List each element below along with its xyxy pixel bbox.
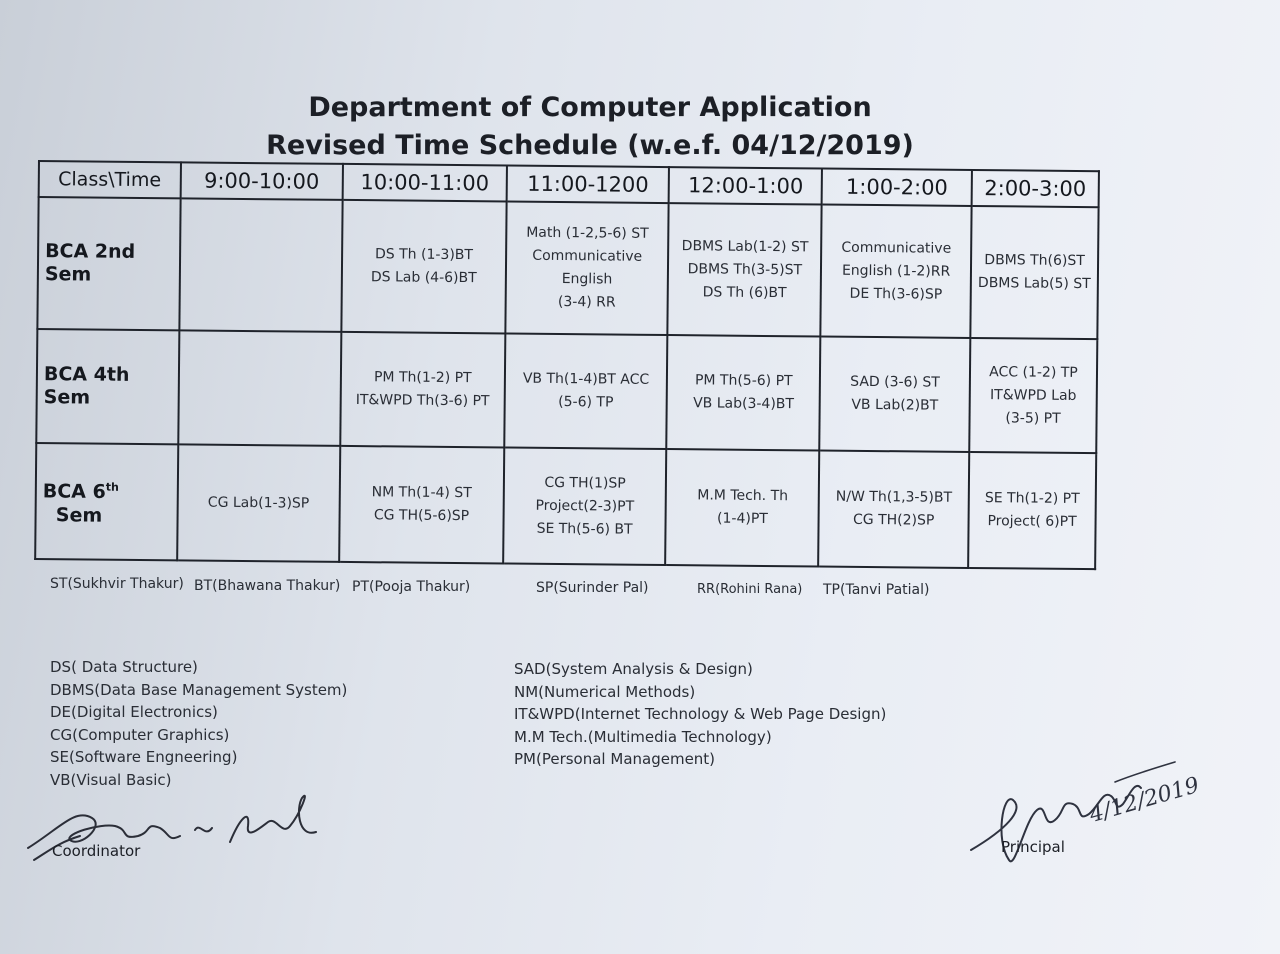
class-label: BCA 2nd Sem xyxy=(37,197,180,330)
teacher-entry: SP(Surinder Pal) xyxy=(536,580,649,596)
abbreviation-item: DBMS(Data Base Management System) xyxy=(50,680,348,699)
schedule-cell xyxy=(970,206,1098,339)
class-row-bca-4th-sem xyxy=(36,329,1097,453)
cell-line: CG TH(2)SP xyxy=(852,511,935,529)
document-header xyxy=(240,88,940,164)
cell-line: IT&WPD Lab xyxy=(990,386,1077,404)
cell-line: SE Th(5-6) BT xyxy=(536,520,633,538)
class-label-suffix: Sem xyxy=(42,503,103,527)
teacher-entry: TP(Tanvi Patial) xyxy=(823,582,930,598)
schedule-cell xyxy=(179,198,343,332)
abbreviation-item: SAD(System Analysis & Design) xyxy=(514,660,753,678)
cell-line: English xyxy=(561,271,613,288)
abbreviation-item: SE(Software Engneering) xyxy=(50,748,238,766)
schedule-title: Revised Time Schedule (w.e.f. 04/12/2019) xyxy=(266,130,914,161)
abbreviation-list-right xyxy=(514,658,886,771)
cell-line: Math (1-2,5-6) ST xyxy=(526,224,649,242)
cell-line: Communicative xyxy=(532,247,643,265)
cell-line: CG TH(5-6)SP xyxy=(373,507,470,525)
schedule-cell xyxy=(820,337,971,452)
abbreviation-item: IT&WPD(Internet Technology & Web Page Design) xyxy=(514,705,887,723)
cell-line: DBMS Th(3-5)ST xyxy=(687,260,803,278)
time-slot-header: 1:00-2:00 xyxy=(822,169,972,206)
cell-line: DBMS Th(6)ST xyxy=(984,252,1085,270)
schedule-cell xyxy=(667,335,821,450)
cell-line: Project(2-3)PT xyxy=(535,497,635,515)
cell-line: VB Lab(3-4)BT xyxy=(693,395,795,413)
cell-line: (3-4) RR xyxy=(557,293,616,311)
schedule-cell xyxy=(818,451,969,568)
schedule-cell xyxy=(177,444,340,562)
cell-line: NM Th(1-4) ST xyxy=(371,484,472,502)
teacher-entry: ST(Sukhvir Thakur) xyxy=(50,576,184,592)
abbreviation-item: M.M Tech.(Multimedia Technology) xyxy=(514,727,772,746)
cell-line: CG TH(1)SP xyxy=(544,474,626,492)
schedule-cell xyxy=(821,205,972,338)
schedule-cell xyxy=(504,333,668,449)
schedule-cell xyxy=(341,200,506,334)
teacher-entry: PT(Pooja Thakur) xyxy=(352,579,471,595)
abbreviation-item: VB(Visual Basic) xyxy=(50,770,172,789)
cell-line: IT&WPD Th(3-6) PT xyxy=(355,392,490,410)
class-row-bca-2nd-sem xyxy=(37,197,1098,339)
abbreviation-item: DE(Digital Electronics) xyxy=(50,703,218,721)
schedule-cell xyxy=(666,449,820,566)
department-title: Department of Computer Application xyxy=(308,92,872,123)
cell-line: DS Lab (4-6)BT xyxy=(370,269,477,287)
abbreviation-list-left xyxy=(50,656,347,791)
schedule-cell xyxy=(503,447,667,565)
class-label: BCA 4th Sem xyxy=(36,329,179,444)
abbreviation-item: DS( Data Structure) xyxy=(50,658,198,676)
cell-line: M.M Tech. Th xyxy=(697,487,789,505)
schedule-cell xyxy=(968,452,1096,569)
principal-signature-date: 4/12/2019 xyxy=(1086,772,1203,829)
schedule-cell xyxy=(340,332,505,448)
cell-line: (1-4)PT xyxy=(716,510,768,528)
class-label xyxy=(35,443,178,560)
principal-label: Principal xyxy=(1001,838,1065,856)
cell-line: DE Th(3-6)SP xyxy=(849,285,943,303)
cell-line: English (1-2)RR xyxy=(841,262,951,280)
cell-line: ACC (1-2) TP xyxy=(989,363,1078,381)
cell-line: (5-6) TP xyxy=(558,394,614,411)
cell-line: Project( 6)PT xyxy=(987,513,1077,530)
cell-line: DS Th (6)BT xyxy=(702,283,787,301)
schedule-cell xyxy=(969,338,1097,453)
abbreviation-item: NM(Numerical Methods) xyxy=(514,682,696,701)
teacher-entry: RR(Rohini Rana) xyxy=(697,582,803,597)
time-slot-header: 2:00-3:00 xyxy=(972,170,1099,207)
cell-line: N/W Th(1,3-5)BT xyxy=(835,488,953,506)
schedule-cell xyxy=(505,201,669,335)
cell-line: VB Th(1-4)BT ACC xyxy=(522,370,650,388)
cell-line: PM Th(1-2) PT xyxy=(373,369,472,387)
cell-line: Communicative xyxy=(841,239,952,257)
abbreviation-item: CG(Computer Graphics) xyxy=(50,725,230,744)
cell-line: CG Lab(1-3)SP xyxy=(207,494,310,512)
teacher-legend xyxy=(0,576,1280,600)
cell-line: DBMS Lab(5) ST xyxy=(977,275,1091,293)
cell-line: SE Th(1-2) PT xyxy=(984,490,1080,508)
schedule-cell xyxy=(668,203,822,336)
abbreviation-item: PM(Personal Management) xyxy=(514,750,716,768)
schedule-table xyxy=(34,160,1100,570)
cell-line: VB Lab(2)BT xyxy=(851,396,939,414)
class-row-bca-6th-sem xyxy=(35,443,1096,569)
time-slot-header: 10:00-11:00 xyxy=(343,164,507,202)
class-label-prefix: BCA 6 xyxy=(42,480,106,504)
class-label-sup: th xyxy=(105,480,119,495)
cell-line: DBMS Lab(1-2) ST xyxy=(681,237,809,255)
cell-line: PM Th(5-6) PT xyxy=(694,372,793,390)
time-slot-header: 11:00-1200 xyxy=(506,166,669,204)
time-slot-header: 12:00-1:00 xyxy=(669,167,822,204)
teacher-entry: BT(Bhawana Thakur) xyxy=(194,578,341,594)
cell-line: (3-5) PT xyxy=(1005,409,1061,427)
class-time-corner: Class\Time xyxy=(39,161,181,198)
time-slot-header: 9:00-10:00 xyxy=(180,162,343,200)
coordinator-label: Coordinator xyxy=(52,842,141,860)
cell-line: DS Th (1-3)BT xyxy=(374,246,474,264)
schedule-cell xyxy=(178,330,341,446)
schedule-cell xyxy=(339,446,504,564)
cell-line: SAD (3-6) ST xyxy=(850,373,940,391)
